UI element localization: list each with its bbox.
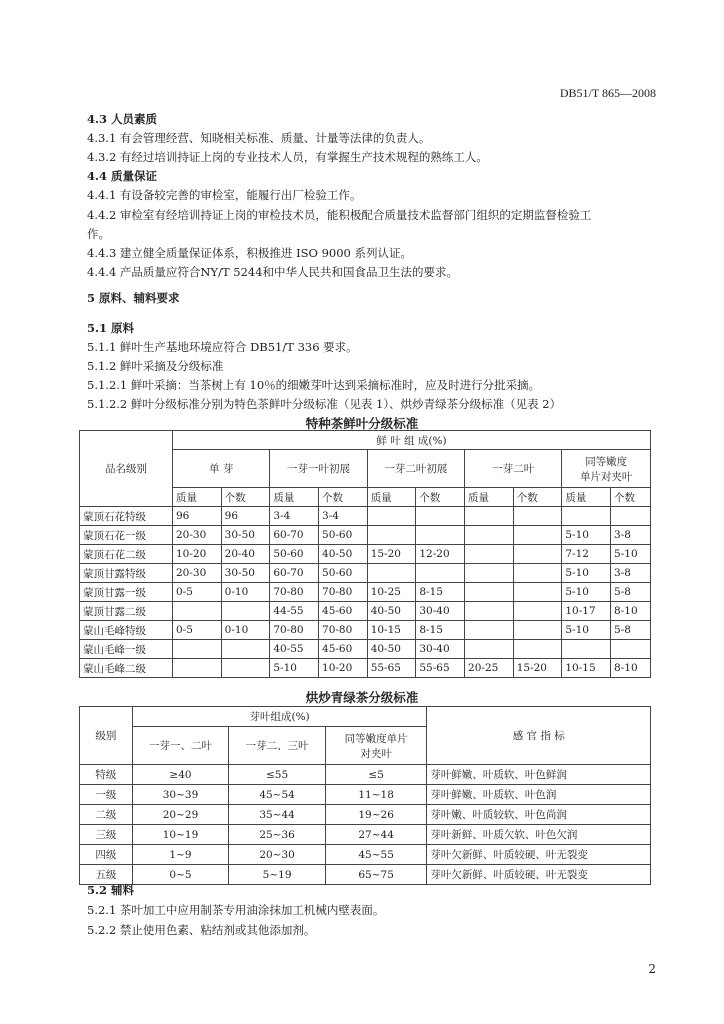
table-cell: 芽叶新鲜、叶质欠软、叶色欠润 <box>427 825 651 845</box>
table-cell: 45~54 <box>229 785 326 805</box>
table-cell: 20-30 <box>173 526 222 545</box>
table2-caption: 烘炒青绿茶分级标准 <box>305 690 419 705</box>
table-cell: 5-10 <box>270 659 319 678</box>
table-cell <box>416 526 465 545</box>
table-cell: 0-10 <box>221 621 270 640</box>
table-cell: 3-8 <box>611 526 651 545</box>
table-cell: 25~36 <box>229 825 326 845</box>
table-row <box>80 785 651 805</box>
group-header: 芽叶组成(%) <box>132 707 427 727</box>
mass-header: 质量 <box>270 488 319 507</box>
table-cell: 70-80 <box>319 583 368 602</box>
table-cell: 8-10 <box>611 602 651 621</box>
table-row <box>80 526 651 545</box>
table-cell <box>465 526 514 545</box>
table-cell: 15-20 <box>513 659 562 678</box>
row-label: 二级 <box>80 805 133 825</box>
table1-caption: 特种茶鲜叶分级标准 <box>305 416 419 431</box>
row-label: 蒙顶石花特级 <box>80 507 173 526</box>
text-line: 5.1.2.2 鲜叶分级标准分别为特色茶鲜叶分级标准（见表 1）、烘炒青绿茶分级标准（见表 2） <box>87 397 562 411</box>
row-label: 蒙顶石花一级 <box>80 526 173 545</box>
table-cell: 55-65 <box>367 659 416 678</box>
table-row <box>80 621 651 640</box>
table-cell: 96 <box>221 507 270 526</box>
table-cell: 10-15 <box>562 659 611 678</box>
text-line: 4.4.2 审检室有经培训持证上岗的审检技术员，能积极配合质量技术监督部门组织的定期监督检验工 <box>87 208 592 222</box>
table-cell: 20-30 <box>173 564 222 583</box>
table-cell: 27~44 <box>325 825 427 845</box>
table-cell: 7-12 <box>562 545 611 564</box>
table-cell: 60-70 <box>270 564 319 583</box>
table-cell: 12-20 <box>416 545 465 564</box>
table-cell <box>221 659 270 678</box>
table-cell <box>367 507 416 526</box>
page-number: 2 <box>648 962 656 976</box>
table-row <box>80 845 651 865</box>
group-1: 一芽一叶初展 <box>270 450 367 488</box>
table2-green-tea-grading <box>79 706 651 885</box>
row-label: 蒙顶甘露二级 <box>80 602 173 621</box>
group-4 <box>562 450 651 488</box>
table-cell: 10-20 <box>173 545 222 564</box>
row-label: 蒙顶甘露特级 <box>80 564 173 583</box>
group-4-line1: 同等嫩度 <box>585 455 628 468</box>
text-line: 4.4.4 产品质量应符合NY/T 5244和中华人民共和国食品卫生法的要求。 <box>87 265 459 279</box>
table-cell: 3-8 <box>611 564 651 583</box>
row-label: 蒙顶甘露一级 <box>80 583 173 602</box>
table-row <box>80 805 651 825</box>
text-line: 5 原料、辅料要求 <box>87 291 180 305</box>
table-row <box>80 825 651 845</box>
table-cell: 35~44 <box>229 805 326 825</box>
table-cell: 50-60 <box>319 564 368 583</box>
table-cell: ≥40 <box>132 765 229 785</box>
table-cell: 30-50 <box>221 564 270 583</box>
table-cell: 芽叶欠新鲜、叶质较硬、叶无裂变 <box>427 865 651 885</box>
table-row <box>80 583 651 602</box>
table-cell <box>221 602 270 621</box>
table-cell: 5-10 <box>611 545 651 564</box>
table-cell: 0-5 <box>173 583 222 602</box>
table-cell: 0-5 <box>173 621 222 640</box>
table-cell <box>513 640 562 659</box>
group-4-line2: 单片对夹叶 <box>579 470 633 483</box>
table-cell: 8-15 <box>416 583 465 602</box>
mass-header: 质量 <box>562 488 611 507</box>
table-cell <box>562 640 611 659</box>
table-row <box>80 507 651 526</box>
table-cell: 5-10 <box>562 526 611 545</box>
table-cell: 40-55 <box>270 640 319 659</box>
table-cell: 45-60 <box>319 640 368 659</box>
table-cell: 5-8 <box>611 621 651 640</box>
table-cell <box>513 526 562 545</box>
table-cell: 0~5 <box>132 865 229 885</box>
table-cell: 芽叶嫩、叶质较软、叶色尚润 <box>427 805 651 825</box>
table-cell: 芽叶欠新鲜、叶质较硬、叶无裂变 <box>427 845 651 865</box>
row-label: 五级 <box>80 865 133 885</box>
count-header: 个数 <box>319 488 368 507</box>
row-label: 四级 <box>80 845 133 865</box>
table-cell: 5~19 <box>229 865 326 885</box>
table-cell: 10-20 <box>319 659 368 678</box>
table-cell <box>367 564 416 583</box>
group-3: 一芽二叶 <box>465 450 562 488</box>
table-cell <box>367 526 416 545</box>
text-line: 作。 <box>87 227 110 241</box>
group-0: 单 芽 <box>173 450 270 488</box>
table-cell: ≤5 <box>325 765 427 785</box>
table-cell <box>465 583 514 602</box>
table-cell <box>465 564 514 583</box>
table-cell: 芽叶鲜嫩、叶质软、叶色润 <box>427 785 651 805</box>
table1-special-tea-leaf-grading <box>79 430 651 678</box>
table-cell: 8-10 <box>611 659 651 678</box>
table-cell: 40-50 <box>319 545 368 564</box>
table-cell: 96 <box>173 507 222 526</box>
table-cell: 55-65 <box>416 659 465 678</box>
group-header: 鲜 叶 组 成(%) <box>173 431 651 450</box>
table-cell <box>513 507 562 526</box>
mass-header: 质量 <box>367 488 416 507</box>
table-row <box>80 765 651 785</box>
col-c-line2: 对夹叶 <box>360 747 392 760</box>
col-a-header: 一芽一、二叶 <box>132 727 229 765</box>
text-line: 5.1.1 鲜叶生产基地环境应符合 DB51/T 336 要求。 <box>87 340 358 354</box>
table-cell: 30~39 <box>132 785 229 805</box>
text-line: 4.3 人员素质 <box>87 112 158 126</box>
table-cell <box>465 602 514 621</box>
table-cell: 10-17 <box>562 602 611 621</box>
mass-header: 质量 <box>173 488 222 507</box>
table-cell: 45-60 <box>319 602 368 621</box>
table-cell <box>513 583 562 602</box>
table-cell: 20~29 <box>132 805 229 825</box>
table-cell: 65~75 <box>325 865 427 885</box>
text-line: 5.2.1 茶叶加工中应用制茶专用油涂抹加工机械内壁表面。 <box>87 903 385 917</box>
table-cell <box>513 545 562 564</box>
table-cell: 30-50 <box>221 526 270 545</box>
text-line: 4.4 质量保证 <box>87 169 158 183</box>
table-cell <box>221 640 270 659</box>
text-line: 5.1.2 鲜叶采摘及分级标准 <box>87 359 224 373</box>
table-cell: 70-80 <box>319 621 368 640</box>
table-cell <box>416 507 465 526</box>
col-b-header: 一芽二、三叶 <box>229 727 326 765</box>
col-c-header <box>325 727 427 765</box>
row-label: 蒙山毛峰一级 <box>80 640 173 659</box>
table-cell: 10~19 <box>132 825 229 845</box>
table-cell: 5-8 <box>611 583 651 602</box>
row-label: 蒙顶石花二级 <box>80 545 173 564</box>
table-cell: 50-60 <box>319 526 368 545</box>
table-cell <box>562 507 611 526</box>
text-line: 4.3.1 有会管理经营、知晓相关标准、质量、计量等法律的负责人。 <box>87 131 431 145</box>
text-line: 4.4.3 建立健全质量保证体系，积极推进 ISO 9000 系列认证。 <box>87 246 412 260</box>
col-grade-header: 级别 <box>80 707 133 765</box>
document-code-header: DB51/T 865—2008 <box>559 86 656 100</box>
row-label: 蒙山毛峰特级 <box>80 621 173 640</box>
table-cell: 44-55 <box>270 602 319 621</box>
group-2: 一芽二叶初展 <box>367 450 464 488</box>
table-cell: 70-80 <box>270 621 319 640</box>
table-cell: 40-50 <box>367 602 416 621</box>
text-line: 5.1 原料 <box>87 321 135 335</box>
table-cell: 20-40 <box>221 545 270 564</box>
table-cell: 5-10 <box>562 621 611 640</box>
col-c-line1: 同等嫩度单片 <box>344 732 408 745</box>
table-cell: 70-80 <box>270 583 319 602</box>
table-cell: 0-10 <box>221 583 270 602</box>
table-cell: 芽叶鲜嫩、叶质软、叶色鲜润 <box>427 765 651 785</box>
table-cell <box>611 640 651 659</box>
table-cell: 3-4 <box>270 507 319 526</box>
table-cell: 10-25 <box>367 583 416 602</box>
table-row <box>80 602 651 621</box>
col-sense-header: 感 官 指 标 <box>427 707 651 765</box>
count-header: 个数 <box>611 488 651 507</box>
table-cell: 5-10 <box>562 583 611 602</box>
table-cell <box>465 545 514 564</box>
table-cell: 45~55 <box>325 845 427 865</box>
table-cell <box>465 621 514 640</box>
text-line: 4.4.1 有设备较完善的审检室，能履行出厂检验工作。 <box>87 188 362 202</box>
table-row <box>80 659 651 678</box>
table-row <box>80 640 651 659</box>
text-line: 4.3.2 有经过培训持证上岗的专业技术人员，有掌握生产技术规程的熟练工人。 <box>87 150 488 164</box>
text-line: 5.2.2 禁止使用色素、粘结剂或其他添加剂。 <box>87 923 316 937</box>
table-cell: 15-20 <box>367 545 416 564</box>
table-cell: 30-40 <box>416 640 465 659</box>
table-cell: 60-70 <box>270 526 319 545</box>
row-label: 一级 <box>80 785 133 805</box>
col-name-header: 品名级别 <box>80 431 173 507</box>
table-cell <box>465 640 514 659</box>
table-row <box>80 545 651 564</box>
table-row <box>80 865 651 885</box>
table-cell: 30-40 <box>416 602 465 621</box>
table-cell <box>513 564 562 583</box>
table-cell <box>173 602 222 621</box>
table-cell <box>416 564 465 583</box>
count-header: 个数 <box>221 488 270 507</box>
mass-header: 质量 <box>465 488 514 507</box>
table-cell: 20-25 <box>465 659 514 678</box>
text-line: 5.1.2.1 鲜叶采摘：当茶树上有 10％的细嫩芽叶达到采摘标准时，应及时进行分批采摘。 <box>87 378 541 392</box>
count-header: 个数 <box>416 488 465 507</box>
table-cell: 19~26 <box>325 805 427 825</box>
table-cell: 10-15 <box>367 621 416 640</box>
table-cell <box>513 621 562 640</box>
text-line: 5.2 辅料 <box>87 883 135 897</box>
row-label: 特级 <box>80 765 133 785</box>
table-cell: 40-50 <box>367 640 416 659</box>
table-cell: 50-60 <box>270 545 319 564</box>
table-cell <box>173 640 222 659</box>
count-header: 个数 <box>513 488 562 507</box>
table-cell <box>513 602 562 621</box>
table-cell: 1~9 <box>132 845 229 865</box>
table-cell <box>465 507 514 526</box>
table-cell <box>173 659 222 678</box>
table-cell: 5-10 <box>562 564 611 583</box>
row-label: 蒙山毛峰二级 <box>80 659 173 678</box>
table-cell <box>611 507 651 526</box>
table-cell: 3-4 <box>319 507 368 526</box>
table-cell: ≤55 <box>229 765 326 785</box>
table-cell: 8-15 <box>416 621 465 640</box>
table-row <box>80 564 651 583</box>
table-cell: 11~18 <box>325 785 427 805</box>
table-cell: 20~30 <box>229 845 326 865</box>
row-label: 三级 <box>80 825 133 845</box>
